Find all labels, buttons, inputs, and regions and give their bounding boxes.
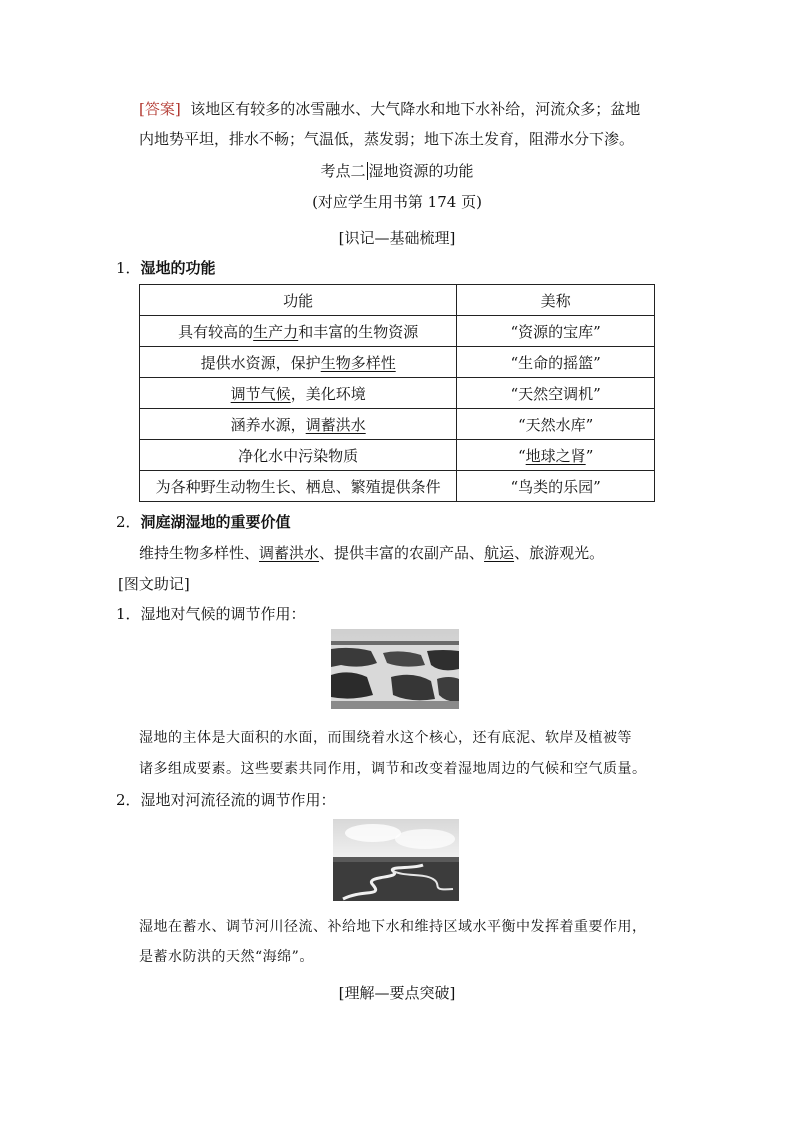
table-cell-name: “生命的摇篮” (457, 347, 655, 378)
section-title-prefix: 考点二 (320, 162, 366, 180)
table-header: 美称 (457, 285, 655, 316)
table-cell-name: “天然空调机” (457, 378, 655, 409)
answer-tag: [答案] (139, 100, 181, 118)
section-title (0, 160, 794, 181)
answer-line-2: 内地势平坦，排水不畅；气温低，蒸发弱；地下冻土发育，阻滞水分下渗。 (139, 130, 635, 148)
table-row (140, 316, 655, 347)
section-title-rest: 湿地资源的功能 (368, 162, 474, 180)
table-header-row (140, 285, 655, 316)
table-cell-name: “资源的宝库” (457, 316, 655, 347)
answer-text-1: 该地区有较多的冰雪融水、大气降水和地下水补给，河流众多；盆地 (190, 100, 641, 118)
table-cell-function: 涵养水源，调蓄洪水 (140, 409, 457, 440)
section-ref: (对应学生用书第 174 页) (312, 193, 482, 211)
table-cell-function: 具有较高的生产力和丰富的生物资源 (140, 316, 457, 347)
table-row (140, 440, 655, 471)
item1-heading (116, 257, 216, 278)
table-row (140, 409, 655, 440)
runoff-title: 湿地对河流径流的调节作用： (140, 791, 336, 809)
table-row (140, 347, 655, 378)
table-cell-name: “天然水库” (457, 409, 655, 440)
item1-title: 湿地的功能 (140, 259, 216, 277)
item2-text: 维持生物多样性、调蓄洪水、提供丰富的农副产品、航运、旅游观光。 (139, 544, 605, 562)
table-cell-name: “鸟类的乐园” (457, 471, 655, 502)
item2-heading (116, 511, 291, 532)
wetland-photo (331, 629, 459, 709)
tuwen-heading: [图文助记] (118, 575, 190, 593)
runoff-heading: 2．湿地对河流径流的调节作用： (116, 791, 336, 809)
item1-num: 1． (116, 259, 141, 277)
climate-text-2: 诸多组成要素。这些要素共同作用，调节和改变着湿地周边的气候和空气质量。 (139, 761, 647, 777)
table-header: 功能 (140, 285, 457, 316)
table-cell-function: 调节气候，美化环境 (140, 378, 457, 409)
item2-title: 洞庭湖湿地的重要价值 (140, 513, 291, 531)
wetland-photo-graphic (331, 629, 459, 709)
section-sub: [识记—基础梳理] (338, 229, 456, 247)
climate-title: 湿地对气候的调节作用： (140, 605, 306, 623)
river-photo (333, 819, 459, 901)
river-photo-graphic (333, 819, 459, 901)
runoff-text-1: 湿地在蓄水、调节河川径流、补给地下水和维持区域水平衡中发挥着重要作用， (139, 919, 647, 935)
table-cell-function: 为各种野生动物生长、栖息、繁殖提供条件 (140, 471, 457, 502)
table-row (140, 378, 655, 409)
table-cell-function: 提供水资源，保护生物多样性 (140, 347, 457, 378)
runoff-text-2: 是蓄水防洪的天然“海绵”。 (139, 949, 314, 965)
table-cell-function: 净化水中污染物质 (140, 440, 457, 471)
table-cell-name: “地球之肾” (457, 440, 655, 471)
footer-sub: [理解—要点突破] (338, 984, 456, 1002)
answer-line-1 (139, 98, 640, 119)
climate-heading: 1．湿地对气候的调节作用： (116, 605, 306, 623)
table-row (140, 471, 655, 502)
function-table (139, 284, 655, 502)
item2-num: 2． (116, 513, 141, 531)
climate-text-1: 湿地的主体是大面积的水面，而围绕着水这个核心，还有底泥、软岸及植被等 (139, 730, 632, 746)
